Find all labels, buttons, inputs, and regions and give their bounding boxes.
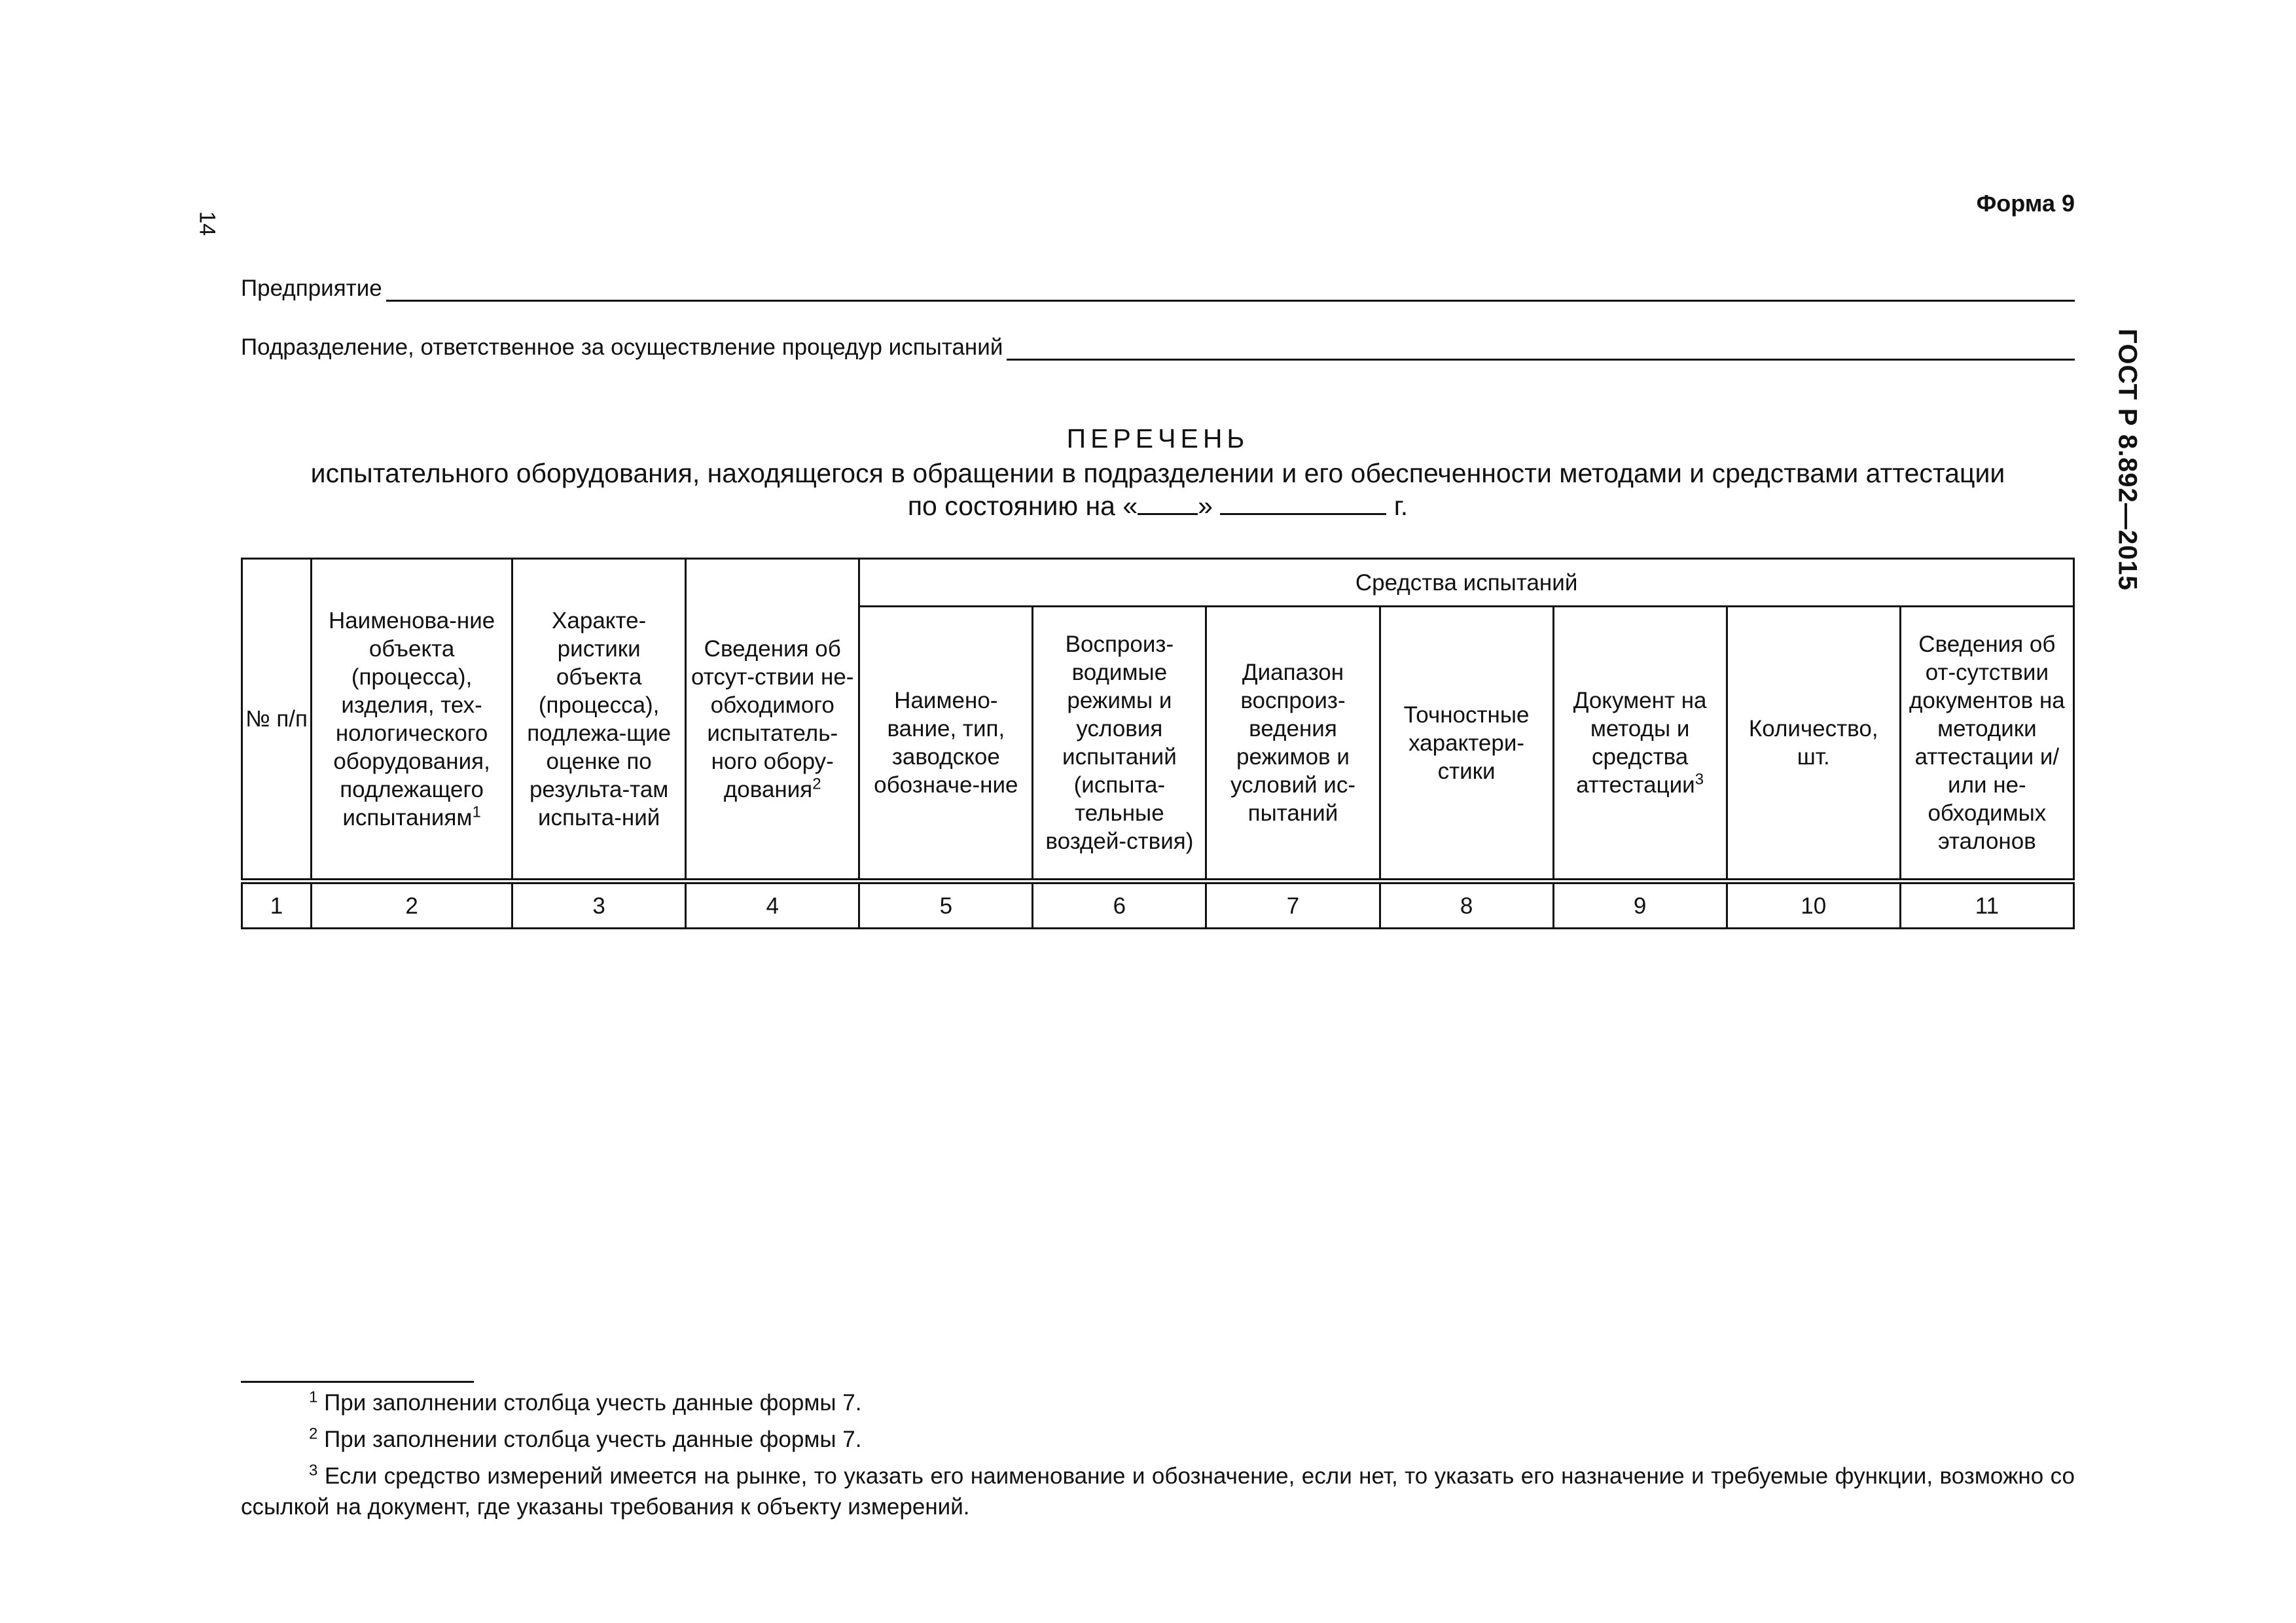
footnotes: [241, 1385, 2075, 1522]
column-number: 1: [242, 882, 312, 929]
column-number: 8: [1380, 882, 1553, 929]
footnote-2: $^2$ При заполнении столбца учесть данные формы 7.: [309, 1425, 862, 1452]
column-number-row: [242, 882, 2074, 929]
header-col-10: Количество, шт.: [1727, 607, 1900, 882]
division-label: Подразделение, ответственное за осуществление процедур испытаний: [241, 334, 1003, 360]
enterprise-label: Предприятие: [241, 276, 382, 301]
column-number: 3: [512, 882, 686, 929]
footnote-3: $^3$ Если средство измерений имеется на рынке, то указать его наименование и обозначение, если нет, то указать его назначение и требуемые функции, возможно со ссылкой на документ, где указаны требования к объекту измерений.: [241, 1461, 2075, 1520]
header-col-11: Сведения об от-сутствии документов на методики аттестации и/или не-обходимых эталонов: [1900, 607, 2073, 882]
date-prefix: по состоянию на «: [907, 491, 1138, 521]
date-suffix: г.: [1393, 491, 1408, 521]
footnote-separator: [241, 1381, 474, 1383]
column-number: 2: [312, 882, 512, 929]
header-col-9: Документ на методы и средства аттестации$^3$: [1553, 607, 1727, 882]
header-col-6: Воспроиз-водимые режимы и условия испытаний (испыта-тельные воздей-ствия): [1033, 607, 1206, 882]
column-number: 11: [1900, 882, 2073, 929]
header-col-8: Точностные характери-стики: [1380, 607, 1553, 882]
title-date-line: [241, 490, 2075, 522]
title-heading: ПЕРЕЧЕНЬ: [1066, 423, 1249, 454]
header-col-1: № п/п: [242, 559, 312, 882]
equipment-table: [241, 558, 2075, 929]
enterprise-line: [386, 275, 2075, 302]
title-block: [241, 420, 2075, 522]
title-subheading: испытательного оборудования, находящегося в обращении в подразделении и его обеспеченности методами и средствами аттестации: [310, 458, 2005, 488]
column-number: 5: [859, 882, 1033, 929]
group-header-test-means: Средства испытаний: [859, 559, 2074, 607]
document-code: ГОСТ Р 8.892—2015: [2113, 329, 2142, 591]
division-field: [241, 334, 2075, 361]
date-mid: »: [1198, 491, 1213, 521]
column-number: 6: [1033, 882, 1206, 929]
header-col-2: Наименова-ние объекта (процесса), изделия, тех-нологического оборудования, подлежащего испытаниям$^1$: [312, 559, 512, 882]
division-line: [1007, 334, 2075, 361]
month-year-blank: [1220, 492, 1386, 515]
column-number: 9: [1553, 882, 1727, 929]
header-col-3: Характе-ристики объекта (процесса), подлежа-щие оценке по результа-там испыта-ний: [512, 559, 686, 882]
day-blank: [1138, 492, 1198, 515]
column-number: 10: [1727, 882, 1900, 929]
column-number: 4: [686, 882, 859, 929]
footnote-1: $^1$ При заполнении столбца учесть данные формы 7.: [309, 1388, 862, 1416]
enterprise-field: [241, 275, 2075, 302]
page-number: 14: [194, 211, 220, 236]
header-col-7: Диапазон воспроиз-ведения режимов и условий ис-пытаний: [1206, 607, 1380, 882]
form-label: Форма 9: [1976, 190, 2075, 217]
header-row-top: [242, 559, 2074, 607]
column-number: 7: [1206, 882, 1380, 929]
header-col-5: Наимено-вание, тип, заводское обозначе-ние: [859, 607, 1033, 882]
header-col-4: Сведения об отсут-ствии не-обходимого испытатель-ного обору-дования$^2$: [686, 559, 859, 882]
